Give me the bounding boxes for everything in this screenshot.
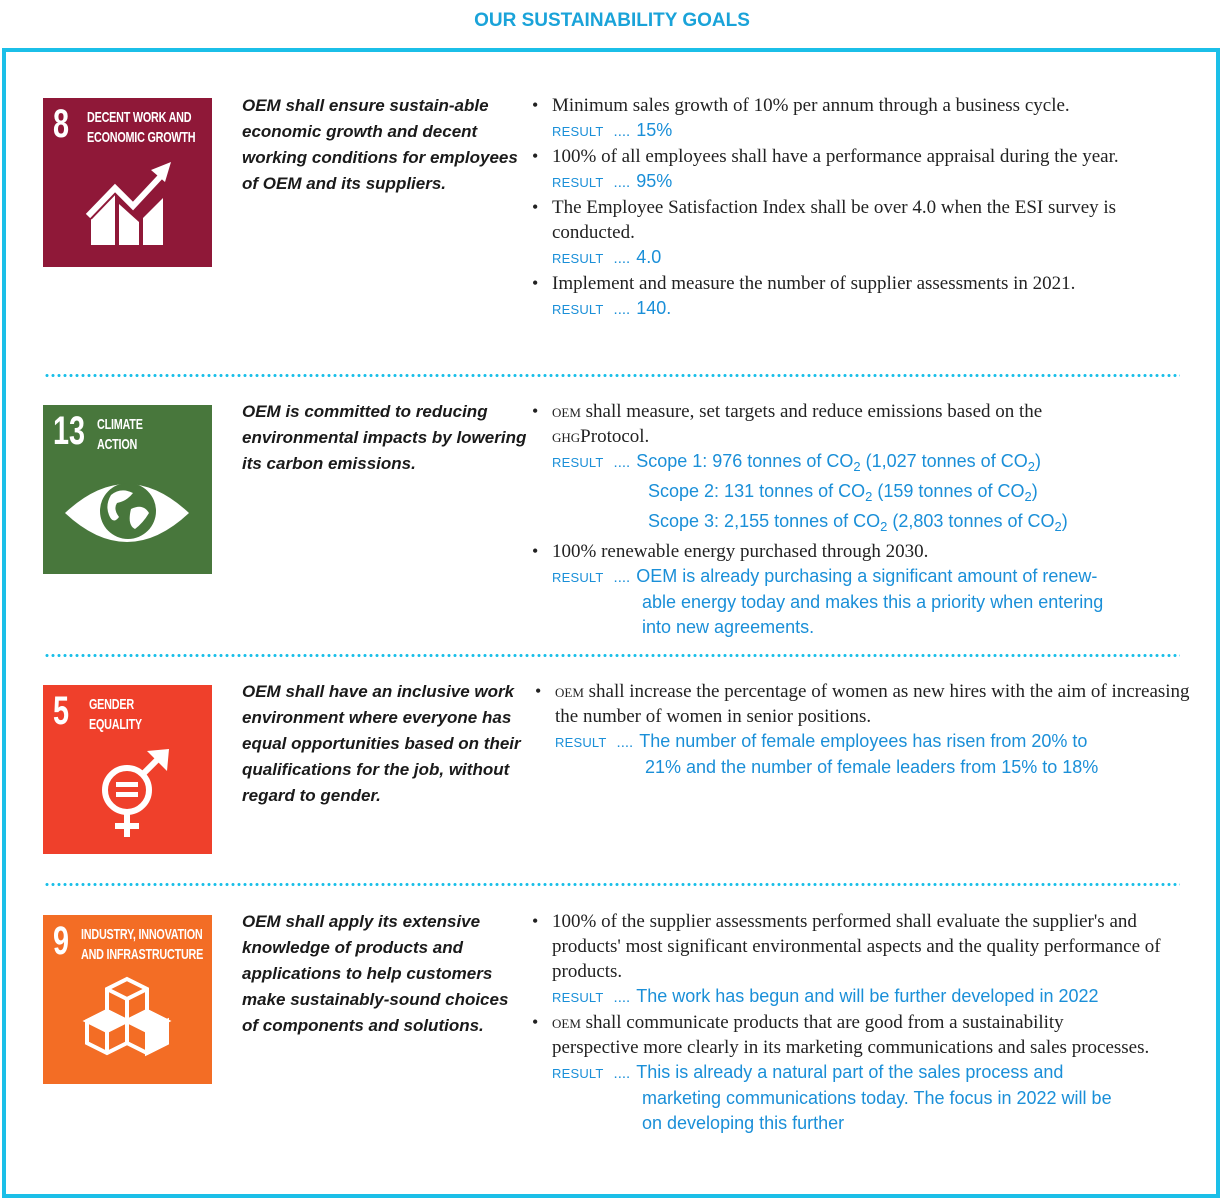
result-line: RESULT .... Scope 1: 976 tonnes of $CO_2$ (1,027 tonnes of $CO_2$) Scope 2: 131 tonnes of $CO_2$ (159 tonnes of $CO_2$) Scope 3: 2,155 tonnes of $CO_2$ (2,803 tonnes of $CO_2$): [552, 451, 1068, 534]
sdg-number: 8: [53, 102, 70, 146]
result-line: RESULT .... 4.0: [552, 247, 662, 267]
intro-text-sdg-8: OEM shall ensure sustain-able economic growth and decent working conditions for employees of OEM and its suppliers.: [242, 96, 518, 193]
goal-item: • The Employee Satisfaction Index shall be over 4.0 when the ESI survey is conducted.: [532, 195, 1177, 245]
result-line: RESULT .... The number of female employees has risen from 20% to 21% and the number of female leaders from 15% to 18%: [555, 731, 1099, 777]
goal-item: • 100% of all employees shall have a performance appraisal during the year.: [532, 144, 1162, 169]
sdg-8-tile: [43, 98, 212, 267]
section-divider: [44, 883, 1180, 886]
section-divider: [44, 654, 1180, 657]
goal-item: • Minimum sales growth of 10% per annum through a business cycle.: [532, 93, 1192, 118]
page-title: OUR SUSTAINABILITY GOALS: [474, 10, 750, 31]
sdg-5-tile: [43, 685, 212, 854]
sdg-number: 9: [53, 919, 70, 963]
sdg-9-tile: [43, 915, 212, 1084]
sdg-number: 13: [53, 409, 86, 453]
goal-item: • oem shall communicate products that are good from a sustainability perspective more clearly in its marketing communications and sales processes.: [532, 1010, 1152, 1060]
section-divider: [44, 374, 1180, 377]
result-line: RESULT .... 15%: [552, 120, 673, 140]
result-line: RESULT .... This is already a natural part of the sales process and marketing communications today. The focus in 2022 will be on developing this further: [552, 1062, 1112, 1133]
goals-list-sdg-9: [532, 909, 1192, 1136]
result-line: RESULT .... OEM is already purchasing a significant amount of renew- able energy today and makes this a priority when entering into new agreements.: [552, 566, 1104, 637]
goal-item: • Implement and measure the number of supplier assessments in 2021.: [532, 271, 1192, 296]
result-line: RESULT .... 95%: [552, 171, 673, 191]
intro-text-sdg-5: OEM shall have an inclusive work environment where everyone has equal opportunities based on their qualifications for the job, without regard to gender.: [242, 682, 521, 805]
result-line: RESULT .... 140.: [552, 298, 672, 318]
sdg-label: DECENT WORK AND ECONOMIC GROWTH: [87, 109, 196, 146]
goal-item: • 100% of the supplier assessments performed shall evaluate the supplier's and products' most significant environmental aspects and the quality performance of products.: [532, 909, 1192, 984]
goal-item: • 100% renewable energy purchased through 2030.: [532, 539, 1192, 564]
sdg-label: GENDER EQUALITY: [89, 696, 142, 733]
sdg-13-tile: [43, 405, 212, 574]
goal-item: • oem shall increase the percentage of women as new hires with the aim of increasing the number of women in senior positions.: [535, 679, 1195, 729]
goal-item: • oem shall measure, set targets and reduce emissions based on the ghgProtocol.: [532, 399, 1142, 449]
result-line: RESULT .... The work has begun and will be further developed in 2022: [552, 986, 1099, 1006]
sdg-label: INDUSTRY, INNOVATION AND INFRASTRUCTURE: [81, 926, 204, 963]
intro-text-sdg-9: OEM shall apply its extensive knowledge of products and applications to help customers make sustainably-sound choices of components and solutions.: [242, 912, 509, 1035]
goals-list-sdg-8: [532, 93, 1192, 322]
sdg-label: CLIMATE ACTION: [97, 416, 143, 453]
intro-text-sdg-13: OEM is committed to reducing environmental impacts by lowering its carbon emissions.: [242, 402, 527, 473]
goals-list-sdg-5: [535, 679, 1195, 780]
sdg-number: 5: [53, 689, 70, 733]
goals-list-sdg-13: [532, 399, 1192, 640]
